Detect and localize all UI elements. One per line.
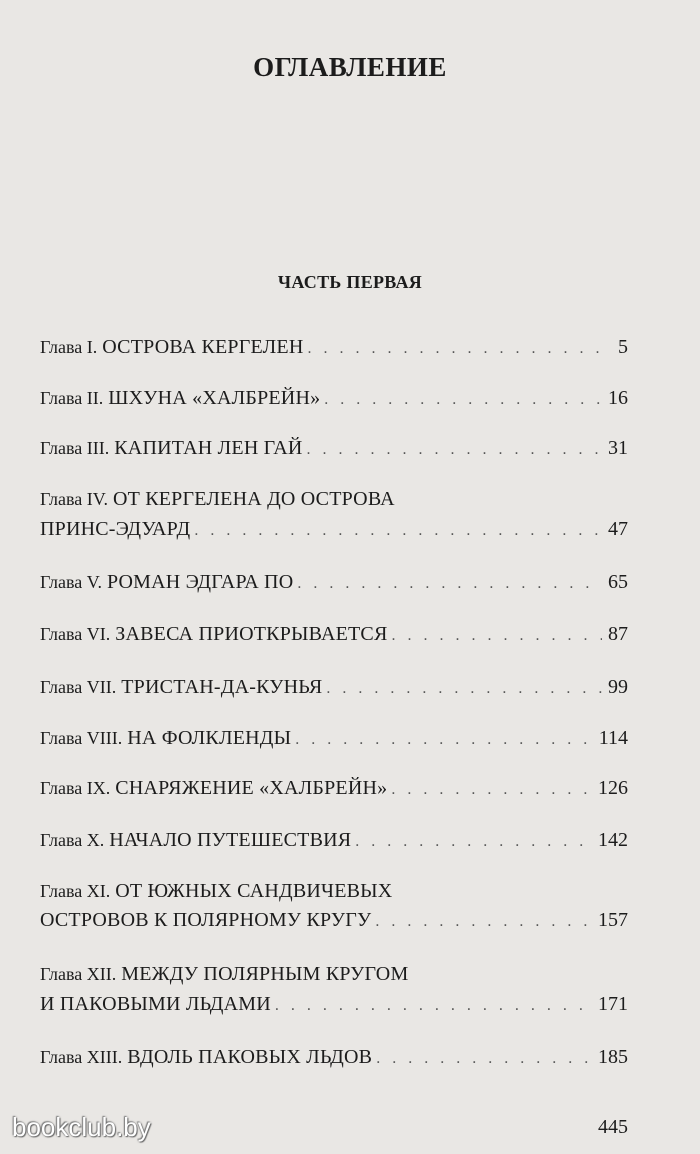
chapter-title: ШХУНА «ХАЛБРЕЙН» xyxy=(108,387,321,409)
dot-leader xyxy=(307,336,612,361)
chapter-title: КАПИТАН ЛЕН ГАЙ xyxy=(114,437,303,459)
page-number: 99 xyxy=(608,676,628,698)
dot-leader xyxy=(392,623,603,648)
chapter-number: Глава III. xyxy=(40,438,110,458)
chapter-number: Глава VIII. xyxy=(40,728,123,748)
page-title: ОГЛАВЛЕНИЕ xyxy=(253,52,447,82)
page-number: 171 xyxy=(598,993,628,1015)
dot-leader xyxy=(307,437,602,462)
chapter-title-continued: ПРИНС-ЭДУАРД xyxy=(40,518,191,540)
chapter-number: Глава XII. xyxy=(40,964,117,984)
chapter-title: СНАРЯЖЕНИЕ «ХАЛБРЕЙН» xyxy=(115,777,388,799)
toc-entry[interactable] xyxy=(40,675,628,701)
toc-entry[interactable] xyxy=(40,1045,628,1071)
chapter-title: РОМАН ЭДГАРА ПО xyxy=(106,571,294,593)
chapter-number: Глава XI. xyxy=(40,881,111,901)
chapter-number: Глава II. xyxy=(40,388,104,408)
dot-leader xyxy=(391,777,592,802)
dot-leader xyxy=(297,571,602,596)
toc-entry[interactable] xyxy=(40,570,628,596)
chapter-number: Глава VI. xyxy=(40,624,111,644)
page-number: 87 xyxy=(608,623,628,645)
dot-leader xyxy=(355,829,592,854)
toc-entry[interactable] xyxy=(40,962,628,1018)
chapter-number: Глава IX. xyxy=(40,778,111,798)
chapter-title: ОТ ЮЖНЫХ САНДВИЧЕВЫХ xyxy=(115,880,393,902)
toc-entry[interactable] xyxy=(40,386,628,412)
chapter-title: ОТ КЕРГЕЛЕНА ДО ОСТРОВА xyxy=(112,488,395,510)
chapter-title: ЗАВЕСА ПРИОТКРЫВАЕТСЯ xyxy=(115,623,388,645)
dot-leader xyxy=(324,387,602,412)
toc-entry[interactable] xyxy=(40,828,628,854)
dot-leader xyxy=(376,1046,592,1071)
chapter-number: Глава X. xyxy=(40,830,105,850)
toc-entry[interactable] xyxy=(40,622,628,648)
page-number: 142 xyxy=(598,829,628,851)
watermark: bookclub.by xyxy=(12,1112,151,1142)
chapter-number: Глава V. xyxy=(40,572,102,592)
page-number: 65 xyxy=(608,571,628,593)
page-number: 114 xyxy=(598,727,628,749)
dot-leader xyxy=(326,676,602,701)
chapter-title: ТРИСТАН-ДА-КУНЬЯ xyxy=(121,676,323,698)
chapter-number: Глава XIII. xyxy=(40,1047,123,1067)
chapter-title: НА ФОЛКЛЕНДЫ xyxy=(127,727,292,749)
chapter-number: Глава I. xyxy=(40,337,98,357)
chapter-title-continued: ОСТРОВОВ К ПОЛЯРНОМУ КРУГУ xyxy=(40,909,372,931)
page-folio-number: 445 xyxy=(598,1116,628,1138)
dot-leader xyxy=(275,993,592,1018)
part-heading: ЧАСТЬ ПЕРВАЯ xyxy=(277,272,423,292)
page-number: 47 xyxy=(608,518,628,540)
toc-entry[interactable] xyxy=(40,335,628,361)
chapter-title: ОСТРОВА КЕРГЕЛЕН xyxy=(102,336,304,358)
toc-entry[interactable] xyxy=(40,436,628,462)
dot-leader xyxy=(375,909,592,934)
chapter-title: МЕЖДУ ПОЛЯРНЫМ КРУГОМ xyxy=(121,963,409,985)
chapter-number: Глава IV. xyxy=(40,489,108,509)
page-number: 157 xyxy=(598,909,628,931)
toc-entry[interactable] xyxy=(40,776,628,802)
page-number: 5 xyxy=(618,336,628,358)
page-number: 16 xyxy=(608,387,628,409)
toc-entry[interactable] xyxy=(40,487,628,543)
toc-entry[interactable] xyxy=(40,726,628,752)
dot-leader xyxy=(194,518,602,543)
chapter-title: ВДОЛЬ ПАКОВЫХ ЛЬДОВ xyxy=(127,1046,373,1068)
chapter-number: Глава VII. xyxy=(40,677,117,697)
chapter-title-continued: И ПАКОВЫМИ ЛЬДАМИ xyxy=(40,993,271,1015)
dot-leader xyxy=(295,727,592,752)
page-number: 31 xyxy=(608,437,628,459)
page-number: 126 xyxy=(598,777,628,799)
page-number: 185 xyxy=(598,1046,628,1068)
toc-entry[interactable] xyxy=(40,879,628,934)
chapter-title: НАЧАЛО ПУТЕШЕСТВИЯ xyxy=(109,829,352,851)
